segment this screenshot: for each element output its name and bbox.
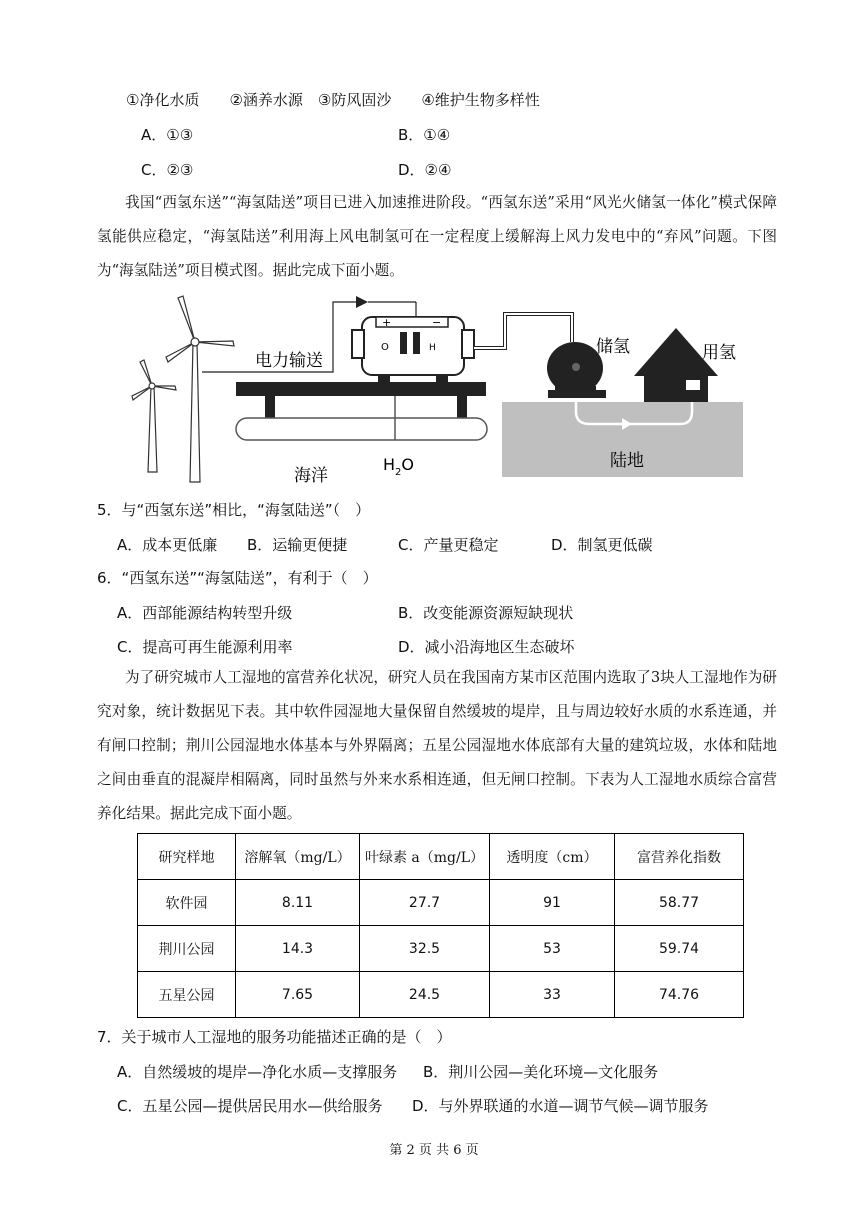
prev-option-a[interactable]: A．①③ (141, 126, 194, 144)
cell-chlorophyll: 27.7 (360, 880, 490, 926)
page-footer: 第 2 页 共 6 页 (389, 1143, 479, 1158)
q5-option-a[interactable]: A．成本更低廉 (117, 536, 218, 554)
prev-option-b[interactable]: B．①④ (398, 126, 451, 144)
minus-sign: − (432, 316, 442, 329)
water-label: $H_2O$ (383, 455, 414, 478)
cell-site: 五星公园 (138, 972, 236, 1018)
prev-option-d[interactable]: D．②④ (398, 161, 452, 179)
wind-turbine-small (132, 360, 176, 472)
header-site: 研究样地 (138, 834, 236, 880)
q5-stem: 5．与“西氢东送”相比，“海氢陆送”（ ） (97, 501, 371, 519)
q7-option-d[interactable]: D．与外界联通的水道—调节气候—调节服务 (412, 1097, 709, 1115)
header-index: 富营养化指数 (615, 834, 744, 880)
passage-wetland: 为了研究城市人工湿地的富营养化状况，研究人员在我国南方某市区范围内选取了3块人工湿地作为研究对象，统计数据见下表。其中软件园湿地大量保留自然缓坡的堤岸，且与周边较好水质的水系连通，并有闸口控制；荆川公园湿地水体基本与外界隔离；五星公园湿地水体底部有大量的建筑垃圾，水体和陆地之间由垂直的混凝岸相隔离，同时虽然与外来水系相连通，但无闸口控制。下表为人工湿地水质综合富营养化结果。据此完成下面小题。 (97, 669, 777, 822)
cell-transparency: 91 (490, 880, 615, 926)
land-label: 陆地 (610, 451, 644, 471)
cell-oxygen: 7.65 (236, 972, 360, 1018)
q7-option-b[interactable]: B．荆川公园—美化环境—文化服务 (423, 1063, 659, 1081)
hydrogen-side-label: H (429, 343, 436, 353)
header-transparency: 透明度（cm） (490, 834, 615, 880)
prev-option-c[interactable]: C．②③ (141, 161, 194, 179)
use-label: 用氢 (702, 343, 736, 363)
cell-transparency: 33 (490, 972, 615, 1018)
header-chlorophyll: 叶绿素 a（mg/L） (360, 834, 490, 880)
cell-site: 软件园 (138, 880, 236, 926)
ocean-label: 海洋 (294, 466, 328, 486)
cell-oxygen: 8.11 (236, 880, 360, 926)
q6-option-c[interactable]: C．提高可再生能源利用率 (117, 638, 293, 656)
q6-option-a[interactable]: A．西部能源结构转型升级 (117, 604, 293, 622)
cell-index: 74.76 (615, 972, 744, 1018)
pontoon (236, 418, 487, 440)
storage-label: 储氢 (596, 337, 630, 357)
cell-index: 59.74 (615, 926, 744, 972)
q5-option-d[interactable]: D．制氢更低碳 (551, 536, 653, 554)
q5-option-b[interactable]: B．运输更便捷 (247, 536, 348, 554)
q6-stem: 6．“西氢东送”“海氢陆送”，有利于（ ） (97, 569, 378, 587)
power-arrow (356, 296, 368, 308)
header-oxygen: 溶解氧（mg/L） (236, 834, 360, 880)
cell-oxygen: 14.3 (236, 926, 360, 972)
table-header-row (138, 834, 744, 880)
table-row (138, 880, 744, 926)
wetland-table (137, 833, 744, 1018)
q6-option-b[interactable]: B．改变能源资源短缺现状 (398, 604, 574, 622)
q5-option-c[interactable]: C．产量更稳定 (398, 536, 499, 554)
cell-transparency: 53 (490, 926, 615, 972)
statements-line: ①净化水质 ②涵养水源 ③防风固沙 ④维护生物多样性 (126, 91, 540, 109)
q7-option-a[interactable]: A．自然缓坡的堤岸—净化水质—支撑服务 (117, 1063, 398, 1081)
cell-chlorophyll: 32.5 (360, 926, 490, 972)
q7-option-c[interactable]: C．五星公园—提供居民用水—供给服务 (117, 1097, 383, 1115)
q7-stem: 7．关于城市人工湿地的服务功能描述正确的是（ ） (97, 1028, 452, 1046)
power-transmission-label: 电力输送 (255, 351, 323, 371)
cell-chlorophyll: 24.5 (360, 972, 490, 1018)
cell-index: 58.77 (615, 880, 744, 926)
oxygen-side-label: O (381, 342, 389, 353)
passage-hydrogen: 我国“西氢东送”“海氢陆送”项目已进入加速推进阶段。“西氢东送”采用“风光火储氢一体化”模式保障氢能供应稳定，“海氢陆送”利用海上风电制氢可在一定程度上缓解海上风力发电中的“弃风”问题。下图为“海氢陆送”项目模式图。据此完成下面小题。 (97, 194, 777, 279)
table-row (138, 972, 744, 1018)
plus-sign: + (382, 316, 392, 329)
hydrogen-diagram (0, 290, 868, 490)
cell-site: 荆川公园 (138, 926, 236, 972)
q6-option-d[interactable]: D．减小沿海地区生态破坏 (398, 638, 575, 656)
table-row (138, 926, 744, 972)
platform-deck (236, 382, 486, 396)
hydrogen-pipeline (474, 314, 572, 348)
